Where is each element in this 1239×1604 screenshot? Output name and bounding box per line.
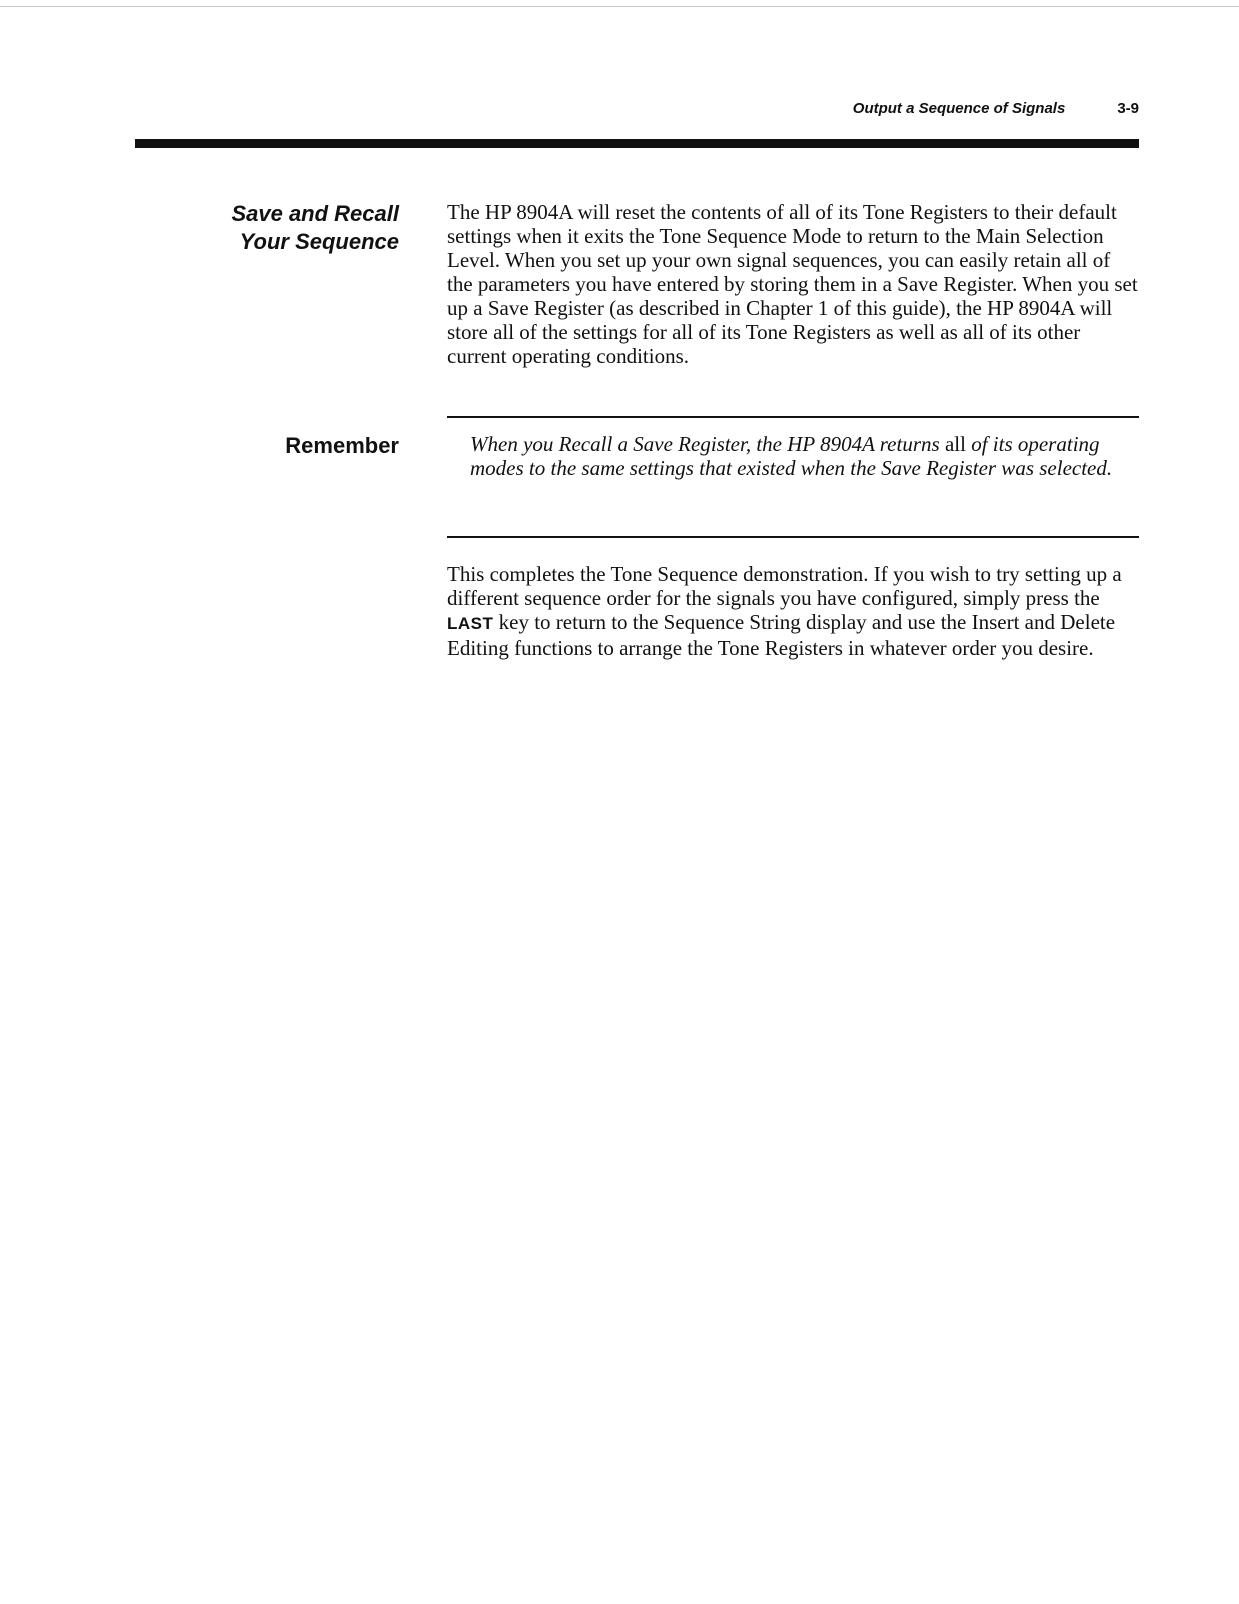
note-top-rule [447, 416, 1139, 418]
remember-heading-label: Remember [285, 433, 399, 458]
last-key-label: LAST [447, 614, 494, 633]
save-recall-heading [231, 200, 399, 256]
remember-note-part2: of its operating modes to the same settings that existed when the Save Register was selected. [470, 432, 1113, 480]
save-recall-heading-line2: Your Sequence [239, 229, 399, 254]
save-recall-paragraph: The HP 8904A will reset the contents of all of its Tone Registers to their default settings when it exits the Tone Sequence Mode to return to the Main Selection Level. When you set up your own signal sequences, you can easily retain all of the parameters you have entered by storing them in a Save Register. When you set up a Save Register (as described in Chapter 1 of this guide), the HP 8904A will store all of the settings for all of its Tone Registers as well as all of its other current operating conditions. [447, 200, 1138, 368]
completion-paragraph [447, 562, 1139, 660]
remember-note-emphasis: all [944, 432, 966, 456]
completion-text-part1: This completes the Tone Sequence demonstration. If you wish to try setting up a different sequence order for the signals you have configured, simply press the [447, 562, 1122, 610]
scan-edge-line [0, 6, 1239, 7]
header-rule [135, 139, 1139, 148]
section-title: Output a Sequence of Signals [852, 100, 1066, 117]
completion-text-part2: key to return to the Sequence String display and use the Insert and Delete Editing functions to arrange the Tone Registers in whatever order you desire. [447, 610, 1116, 660]
remember-note [470, 432, 1139, 480]
save-recall-heading-line1: Save and Recall [231, 201, 399, 226]
note-bottom-rule [447, 536, 1139, 538]
remember-note-part1: When you Recall a Save Register, the HP 8904A returns [470, 432, 945, 456]
page-number: 3-9 [1117, 100, 1139, 117]
page-header [853, 100, 1139, 117]
remember-heading [285, 432, 399, 460]
